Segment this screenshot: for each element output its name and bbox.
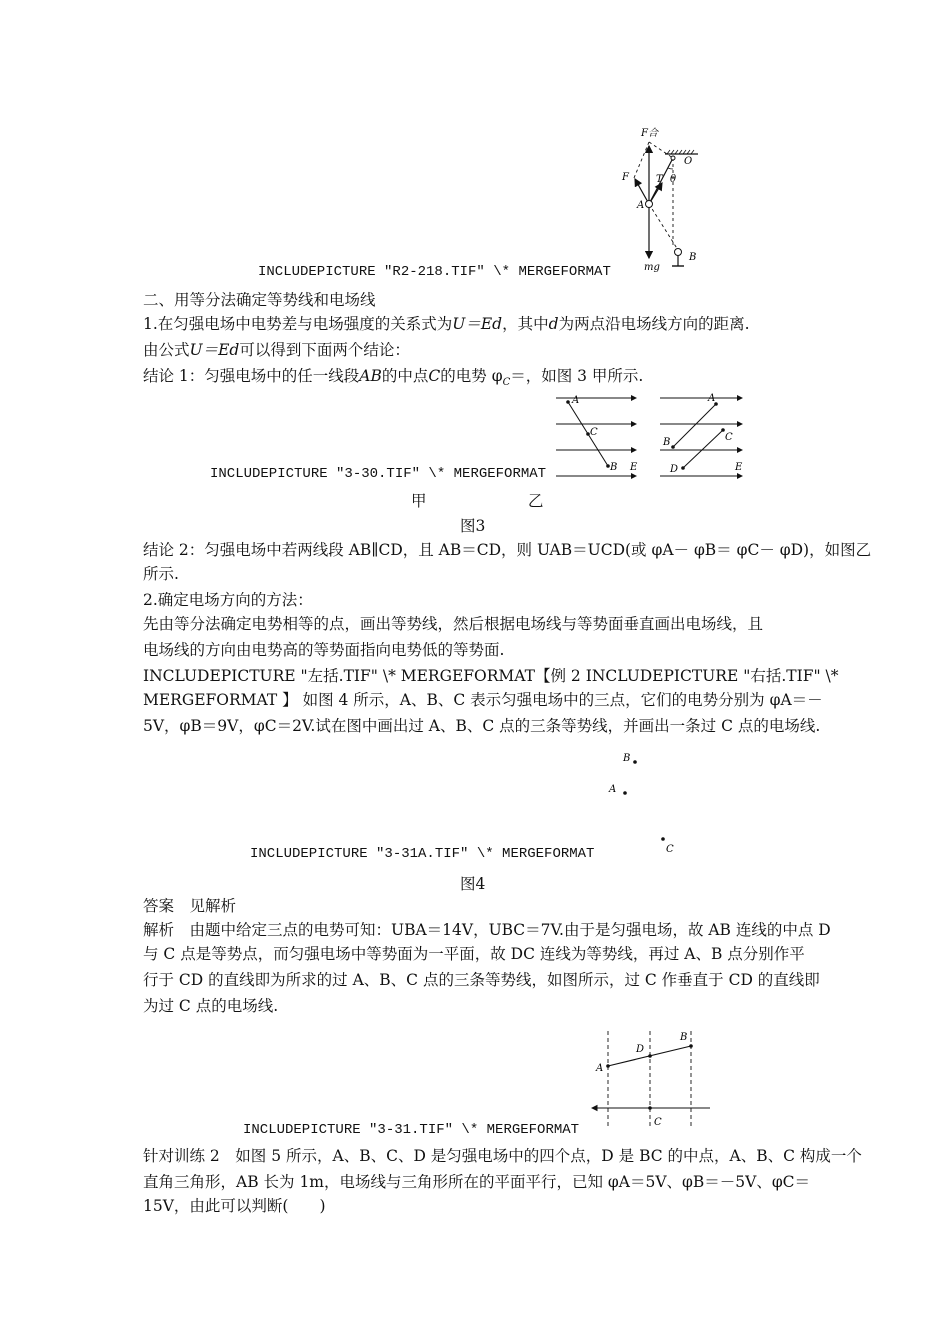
label-b: B — [689, 252, 697, 263]
force-diagram — [610, 120, 710, 280]
method-line2: 电场线的方向由电势高的等势面指向电势低的等势面. — [143, 641, 505, 659]
conclusion-2-line1: 结论 2：匀强电场中若两线段 AB∥CD，且 AB＝CD，则 UAB＝UCD(或 φA－ φB＝ φC－ φD)，如图乙 — [143, 541, 872, 559]
fig31-b: B — [680, 1032, 688, 1043]
fig3-jia-b: B — [610, 462, 618, 473]
fig4-title: 图4 — [460, 875, 486, 893]
fig4-b: B — [623, 753, 631, 764]
analysis-line3: 行于 CD 的直线即为所求的过 A、B、C 点的三条等势线，如图所示，过 C 作垂直于 CD 的直线即 — [143, 971, 820, 989]
fig3-yi-e: E — [735, 462, 743, 473]
answer: 答案 见解析 — [143, 897, 237, 915]
label-f: F — [622, 172, 629, 183]
conclusion-1: 结论 1：匀强电场中的任一线段AB的中点C的电势 $\varphi_C=$，如图 3 甲所示. — [143, 367, 644, 389]
fig3-jia-e: E — [630, 462, 638, 473]
fig3-caption: INCLUDEPICTURE "3-30.TIF" \* MERGEFORMAT — [210, 466, 547, 482]
method-line1: 先由等分法确定电势相等的点，画出等势线，然后根据电场线与等势面垂直画出电场线，且 — [143, 615, 764, 633]
fig4-caption: INCLUDEPICTURE "3-31A.TIF" \* MERGEFORMAT — [250, 846, 595, 862]
label-o: O — [684, 156, 693, 167]
fig31-a: A — [596, 1063, 604, 1074]
fig3-jia-c: C — [590, 427, 598, 438]
analysis-line4: 为过 C 点的电场线. — [143, 997, 279, 1015]
practice2-line3: 15V，由此可以判断( ) — [143, 1197, 326, 1215]
fig4-a: A — [609, 784, 617, 795]
label-mg: mg — [644, 262, 660, 273]
label-a: A — [637, 200, 645, 211]
fig3-yi-b: B — [663, 437, 671, 448]
fig31-c: C — [654, 1117, 662, 1128]
fig31-d: D — [636, 1044, 645, 1055]
fig3-label-yi: 乙 — [528, 492, 544, 510]
label-theta: θ — [670, 174, 677, 185]
analysis-line1: 解析 由题中给定三点的电势可知：UBA＝14V，UBC＝7V.由于是匀强电场，故 AB 连线的中点 D — [143, 921, 831, 939]
example2-line1: INCLUDEPICTURE "左括.TIF" \* MERGEFORMAT【例 2 INCLUDEPICTURE "右括.TIF" \* — [143, 667, 839, 685]
paragraph-1: 1.在匀强电场中电势差与电场强度的关系式为U＝Ed，其中d为两点沿电场线方向的距离. — [143, 315, 750, 333]
fig3-jia-a: A — [572, 395, 580, 406]
conclusion-2-line2: 所示. — [143, 565, 179, 583]
figure-4-points — [600, 745, 700, 860]
example2-line3: 5V，φB＝9V，φC＝2V.试在图中画出过 A、B、C 点的三条等势线，并画出一条过 C 点的电场线. — [143, 717, 821, 735]
fig3-yi-c: C — [725, 432, 733, 443]
section-heading: 二、用等分法确定等势线和电场线 — [143, 291, 376, 309]
fig31-caption: INCLUDEPICTURE "3-31.TIF" \* MERGEFORMAT — [243, 1122, 580, 1138]
fig-r2-caption: INCLUDEPICTURE "R2-218.TIF" \* MERGEFORMAT — [258, 264, 611, 280]
fig3-yi-a: A — [708, 393, 716, 404]
example2-line2: MERGEFORMAT 】 如图 4 所示，A、B、C 表示匀强电场中的三点，它们的电势分别为 φA＝－ — [143, 691, 823, 709]
label-t: T — [656, 174, 663, 185]
practice2-line1: 针对训练 2 如图 5 所示，A、B、C、D 是匀强电场中的四个点，D 是 BC 的中点，A、B、C 构成一个 — [143, 1147, 862, 1165]
practice2-line2: 直角三角形，AB 长为 1m，电场线与三角形所在的平面平行，已知 φA＝5V、φB＝－5V、φC＝ — [143, 1173, 811, 1191]
fig4-c: C — [666, 844, 674, 855]
paragraph-2: 由公式U＝Ed可以得到下面两个结论： — [143, 341, 410, 359]
solution-diagram — [590, 1025, 715, 1135]
figure-3-diagrams — [550, 390, 750, 482]
method-heading: 2.确定电场方向的方法： — [143, 591, 313, 609]
fig3-yi-d: D — [670, 464, 679, 475]
analysis-line2: 与 C 点是等势点，而匀强电场中等势面为一平面，故 DC 连线为等势线，再过 A、B 点分别作平 — [143, 945, 805, 963]
fig3-label-jia: 甲 — [411, 492, 427, 510]
fig3-title: 图3 — [460, 517, 486, 535]
label-f-he: F合 — [641, 128, 658, 139]
